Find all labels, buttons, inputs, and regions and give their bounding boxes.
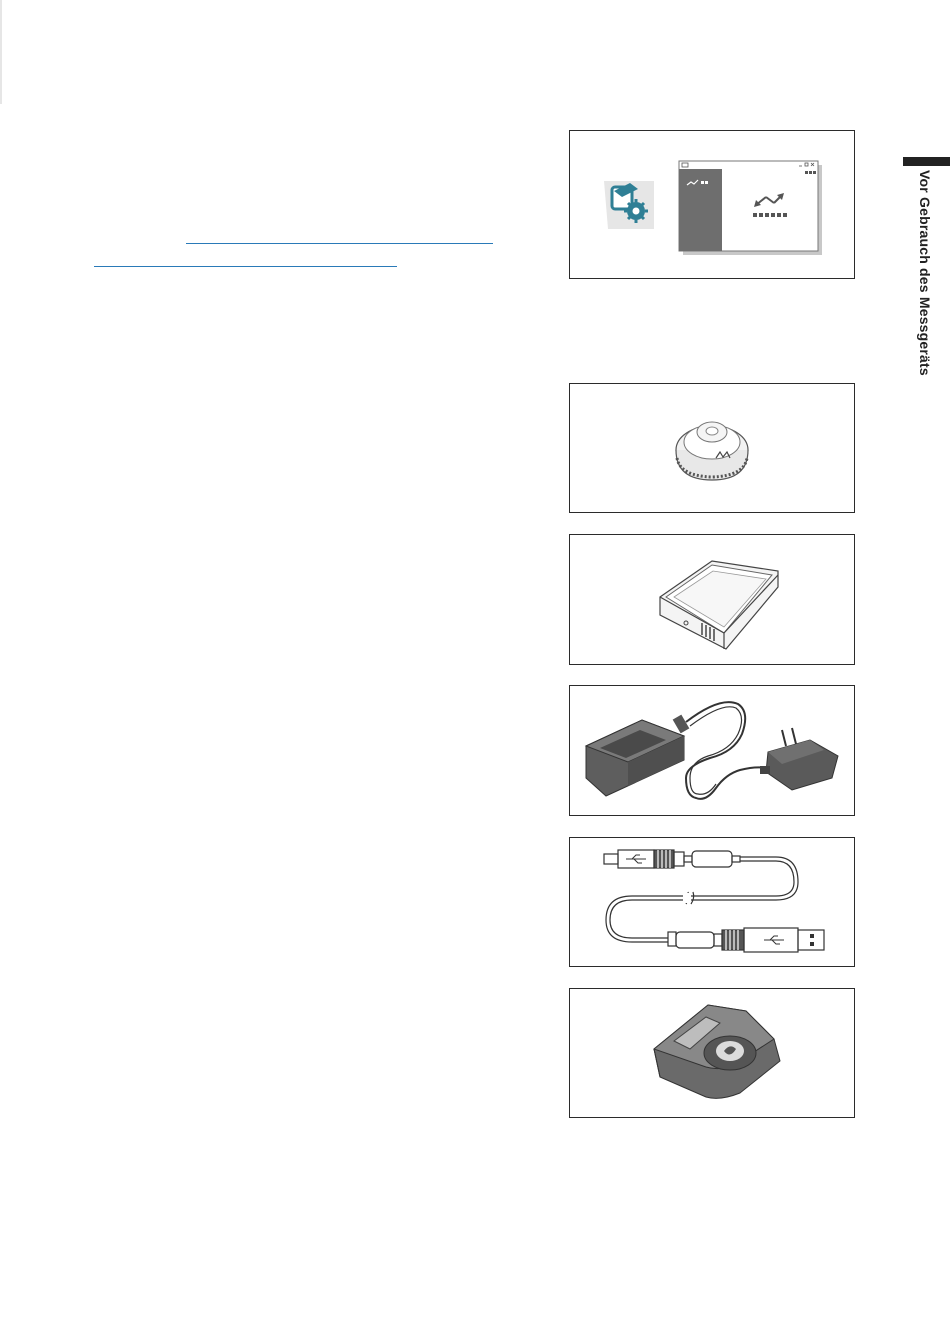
software-window-illustration (570, 131, 856, 280)
charger-icon (570, 686, 856, 817)
battery-pack-figure (569, 534, 855, 665)
page-margin-rule (0, 0, 2, 104)
battery-icon (570, 535, 856, 666)
protective-cap-figure (569, 383, 855, 513)
software-gear-icon (604, 181, 654, 229)
usb-cable-figure (569, 837, 855, 967)
software-window-figure (569, 130, 855, 279)
hyperlink-underline-1[interactable] (186, 243, 493, 244)
hyperlink-underline-2[interactable] (94, 266, 397, 267)
cap-icon (570, 384, 856, 514)
attachment-holder-figure (569, 988, 855, 1118)
holder-icon (570, 989, 856, 1119)
section-title-vertical: Vor Gebrauch des Messgeräts (917, 170, 933, 376)
usb-cable-icon (570, 838, 856, 968)
battery-charger-figure (569, 685, 855, 816)
section-tab-marker (903, 157, 950, 166)
